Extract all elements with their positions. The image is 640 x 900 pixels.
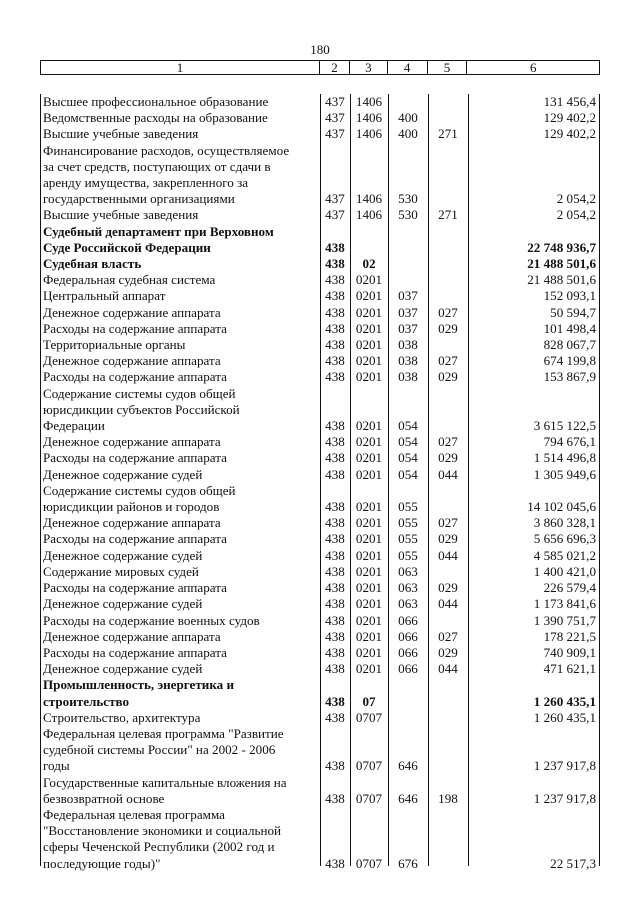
row-col-2: 438: [325, 547, 345, 563]
row-col-4: 066: [398, 612, 418, 628]
row-col-5: 029: [438, 580, 458, 596]
row-col-3: 0707: [355, 758, 383, 774]
row-amount: 674 199,8: [543, 353, 596, 369]
row-col-3: 0201: [355, 596, 383, 612]
row-col-2: 438: [325, 693, 345, 709]
row-col-3: 0201: [355, 499, 383, 515]
row-col-3: 0201: [355, 434, 383, 450]
row-name: Денежное содержание судей: [43, 547, 203, 563]
row-col-2: 438: [325, 256, 345, 272]
table-row: [40, 710, 600, 726]
row-col-3: 0201: [355, 547, 383, 563]
table-row: [40, 580, 600, 596]
row-name: Расходы на содержание аппарата: [43, 644, 227, 660]
row-name: Денежное содержание судей: [43, 596, 203, 612]
header-col-4: 4: [388, 61, 428, 74]
table-row: [40, 807, 600, 872]
row-col-5: 027: [438, 515, 458, 531]
row-name: Содержание системы судов общей юрисдикции субъектов Российской Федерации: [43, 385, 240, 434]
row-col-5: 029: [438, 450, 458, 466]
row-col-3: 0707: [355, 790, 383, 806]
row-amount: 1 237 917,8: [533, 790, 596, 806]
table-row: [40, 775, 600, 807]
row-col-2: 438: [325, 450, 345, 466]
row-col-5: 044: [438, 661, 458, 677]
row-col-2: 438: [325, 628, 345, 644]
row-col-2: 438: [325, 531, 345, 547]
row-col-4: 066: [398, 644, 418, 660]
table-row: [40, 596, 600, 612]
row-name: Высшее профессиональное образование: [43, 94, 269, 109]
row-col-3: 1406: [355, 126, 383, 142]
row-col-3: 0201: [355, 661, 383, 677]
table-row: [40, 256, 600, 272]
row-col-3: 1406: [355, 207, 383, 223]
row-col-2: 438: [325, 337, 345, 353]
row-col-5: 029: [438, 369, 458, 385]
table-row: [40, 677, 600, 709]
row-name: Содержание мировых судей: [43, 563, 199, 579]
row-name: Денежное содержание аппарата: [43, 353, 221, 369]
table-body: [40, 94, 600, 872]
row-col-2: 438: [325, 855, 345, 871]
row-amount: 4 585 021,2: [533, 547, 596, 563]
row-col-2: 438: [325, 239, 345, 255]
row-col-4: 063: [398, 596, 418, 612]
row-col-5: 198: [438, 790, 458, 806]
row-amount: 21 488 501,6: [527, 272, 596, 288]
row-amount: 131 456,4: [543, 94, 596, 109]
row-name: Содержание системы судов общей юрисдикции районов и городов: [43, 482, 236, 515]
row-amount: 740 909,1: [543, 644, 596, 660]
row-col-4: 066: [398, 661, 418, 677]
row-name: Федеральная целевая программа "Восстановление экономики и социальной сферы Чеченской Республики (2002 год и последующие годы)": [43, 806, 282, 871]
row-amount: 22 748 936,7: [527, 239, 596, 255]
row-name: Финансирование расходов, осуществляемое за счет средств, поступающих от сдачи в аренду имущества, закрепленного за государственными организациями: [43, 142, 290, 207]
row-col-5: 044: [438, 596, 458, 612]
row-amount: 828 067,7: [543, 337, 596, 353]
row-amount: 101 498,4: [543, 320, 596, 336]
row-amount: 1 400 421,0: [533, 563, 596, 579]
row-col-2: 438: [325, 320, 345, 336]
row-amount: 14 102 045,6: [527, 499, 596, 515]
row-col-3: 0201: [355, 644, 383, 660]
table-row: [40, 110, 600, 126]
row-col-2: 437: [325, 126, 345, 142]
row-col-5: 027: [438, 304, 458, 320]
table-row: [40, 548, 600, 564]
row-col-2: 438: [325, 563, 345, 579]
row-name: Федеральная целевая программа "Развитие судебной системы России" на 2002 - 2006 годы: [43, 725, 284, 774]
row-col-2: 438: [325, 515, 345, 531]
row-col-4: 054: [398, 418, 418, 434]
table-row: [40, 434, 600, 450]
row-name: Строительство, архитектура: [43, 709, 201, 725]
row-name: Высшие учебные заведения: [43, 207, 199, 223]
row-col-3: 0201: [355, 515, 383, 531]
row-col-4: 037: [398, 320, 418, 336]
row-col-2: 438: [325, 353, 345, 369]
row-col-4: 530: [398, 191, 418, 207]
row-col-3: 0201: [355, 418, 383, 434]
row-col-2: 438: [325, 612, 345, 628]
row-col-4: 054: [398, 434, 418, 450]
row-col-2: 438: [325, 661, 345, 677]
table-row: [40, 645, 600, 661]
table-row: [40, 337, 600, 353]
row-col-3: 0201: [355, 563, 383, 579]
row-name: Государственные капитальные вложения на безвозвратной основе: [43, 774, 287, 806]
row-col-2: 438: [325, 418, 345, 434]
row-col-2: 438: [325, 758, 345, 774]
table-row: [40, 450, 600, 466]
row-col-3: 0201: [355, 320, 383, 336]
row-col-5: 027: [438, 434, 458, 450]
row-name: Денежное содержание судей: [43, 661, 203, 677]
row-col-5: 044: [438, 547, 458, 563]
row-col-2: 437: [325, 110, 345, 126]
row-name: Расходы на содержание аппарата: [43, 320, 227, 336]
table-row: [40, 483, 600, 515]
row-col-3: 0201: [355, 580, 383, 596]
row-col-4: 400: [398, 126, 418, 142]
header-col-5: 5: [428, 61, 468, 74]
row-col-3: 0707: [355, 709, 383, 725]
row-col-4: 676: [398, 855, 418, 871]
row-col-4: 055: [398, 499, 418, 515]
table-row: [40, 613, 600, 629]
row-name: Территориальные органы: [43, 337, 186, 353]
row-name: Расходы на содержание аппарата: [43, 531, 227, 547]
row-col-3: 0201: [355, 304, 383, 320]
row-col-5: 027: [438, 628, 458, 644]
row-col-3: 0707: [355, 855, 383, 871]
row-col-4: 055: [398, 547, 418, 563]
page-number: 180: [310, 42, 330, 57]
row-col-2: 438: [325, 288, 345, 304]
row-col-3: 07: [362, 693, 376, 709]
row-name: Центральный аппарат: [43, 288, 166, 304]
row-amount: 1 390 751,7: [533, 612, 596, 628]
row-amount: 22 517,3: [550, 855, 596, 871]
row-amount: 129 402,2: [543, 110, 596, 126]
row-name: Расходы на содержание аппарата: [43, 369, 227, 385]
row-col-3: 0201: [355, 353, 383, 369]
table-row: [40, 564, 600, 580]
row-col-2: 437: [325, 207, 345, 223]
row-col-4: 063: [398, 580, 418, 596]
row-amount: 129 402,2: [543, 126, 596, 142]
row-col-3: 1406: [355, 191, 383, 207]
row-col-4: 038: [398, 353, 418, 369]
row-col-4: 037: [398, 288, 418, 304]
row-col-3: 02: [362, 256, 376, 272]
table-row: [40, 94, 600, 110]
header-col-6: 6: [529, 60, 537, 75]
row-col-2: 438: [325, 434, 345, 450]
row-name: Расходы на содержание аппарата: [43, 580, 227, 596]
row-col-5: 271: [438, 126, 458, 142]
row-amount: 1 305 949,6: [533, 466, 596, 482]
row-col-2: 438: [325, 369, 345, 385]
table-row: [40, 353, 600, 369]
table-row: [40, 224, 600, 256]
table-row: [40, 629, 600, 645]
row-col-4: 530: [398, 207, 418, 223]
row-col-3: 1406: [355, 110, 383, 126]
table-row: [40, 515, 600, 531]
row-col-3: 0201: [355, 450, 383, 466]
row-col-2: 437: [325, 191, 345, 207]
row-col-3: 0201: [355, 369, 383, 385]
row-amount: 152 093,1: [543, 288, 596, 304]
row-col-3: 0201: [355, 288, 383, 304]
row-name: Расходы на содержание военных судов: [43, 612, 260, 628]
row-amount: 3 860 328,1: [533, 515, 596, 531]
row-amount: 50 594,7: [550, 304, 596, 320]
table-header: [40, 60, 600, 75]
row-col-5: 029: [438, 644, 458, 660]
row-name: Промышленность, энергетика и строительство: [43, 677, 235, 709]
row-col-4: 066: [398, 628, 418, 644]
row-col-2: 438: [325, 272, 345, 288]
row-name: Денежное содержание аппарата: [43, 515, 221, 531]
row-col-3: 0201: [355, 628, 383, 644]
header-col-2: 2: [320, 61, 350, 74]
row-col-5: 027: [438, 353, 458, 369]
row-col-2: 438: [325, 644, 345, 660]
row-col-3: 0201: [355, 466, 383, 482]
row-amount: 1 260 435,1: [533, 709, 596, 725]
header-col-3: 3: [350, 61, 388, 74]
row-col-5: 271: [438, 207, 458, 223]
row-amount: 178 221,5: [543, 628, 596, 644]
row-amount: 2 054,2: [556, 207, 596, 223]
row-amount: 226 579,4: [543, 580, 596, 596]
row-col-3: 1406: [355, 94, 383, 109]
table-row: [40, 305, 600, 321]
table-row: [40, 321, 600, 337]
row-name: Денежное содержание аппарата: [43, 434, 221, 450]
row-amount: 471 621,1: [543, 661, 596, 677]
row-col-2: 438: [325, 580, 345, 596]
row-col-2: 438: [325, 596, 345, 612]
table-row: [40, 369, 600, 385]
row-col-5: 029: [438, 531, 458, 547]
row-col-3: 0201: [355, 337, 383, 353]
row-name: Денежное содержание аппарата: [43, 304, 221, 320]
row-name: Денежное содержание аппарата: [43, 628, 221, 644]
row-amount: 5 656 696,3: [533, 531, 596, 547]
row-col-4: 400: [398, 110, 418, 126]
row-col-4: 646: [398, 790, 418, 806]
row-name: Судебная власть: [43, 256, 142, 272]
row-amount: 153 867,9: [543, 369, 596, 385]
row-amount: 1 514 496,8: [533, 450, 596, 466]
row-name: Расходы на содержание аппарата: [43, 450, 227, 466]
row-col-3: 0201: [355, 612, 383, 628]
row-col-4: 055: [398, 531, 418, 547]
row-name: Ведомственные расходы на образование: [43, 110, 268, 126]
row-col-2: 438: [325, 499, 345, 515]
row-col-2: 438: [325, 709, 345, 725]
row-col-4: 055: [398, 515, 418, 531]
row-col-4: 037: [398, 304, 418, 320]
row-amount: 2 054,2: [556, 191, 596, 207]
row-col-4: 646: [398, 758, 418, 774]
row-col-4: 063: [398, 563, 418, 579]
row-amount: 1 173 841,6: [533, 596, 596, 612]
table-row: [40, 467, 600, 483]
table-row: [40, 386, 600, 435]
row-col-4: 054: [398, 450, 418, 466]
row-col-2: 437: [325, 94, 345, 109]
row-col-3: 0201: [355, 531, 383, 547]
row-name: Высшие учебные заведения: [43, 126, 199, 142]
row-amount: 1 237 917,8: [533, 758, 596, 774]
table-row: [40, 661, 600, 677]
table-row: [40, 288, 600, 304]
table-row: [40, 143, 600, 208]
row-col-3: 0201: [355, 272, 383, 288]
row-col-4: 038: [398, 369, 418, 385]
table-row: [40, 126, 600, 142]
table-row: [40, 207, 600, 223]
row-amount: 21 488 501,6: [527, 256, 596, 272]
row-name: Судебный департамент при Верховном Суде Российской Федерации: [43, 223, 274, 255]
header-col-1: 1: [41, 61, 320, 74]
row-col-2: 438: [325, 304, 345, 320]
row-name: Федеральная судебная система: [43, 272, 216, 288]
table-row: [40, 531, 600, 547]
row-col-5: 044: [438, 466, 458, 482]
row-amount: 3 615 122,5: [533, 418, 596, 434]
row-col-4: 054: [398, 466, 418, 482]
row-col-4: 038: [398, 337, 418, 353]
row-amount: 1 260 435,1: [533, 693, 596, 709]
row-name: Денежное содержание судей: [43, 466, 203, 482]
row-col-2: 438: [325, 466, 345, 482]
row-col-5: 029: [438, 320, 458, 336]
table-row: [40, 272, 600, 288]
row-col-2: 438: [325, 790, 345, 806]
row-amount: 794 676,1: [543, 434, 596, 450]
table-row: [40, 726, 600, 775]
